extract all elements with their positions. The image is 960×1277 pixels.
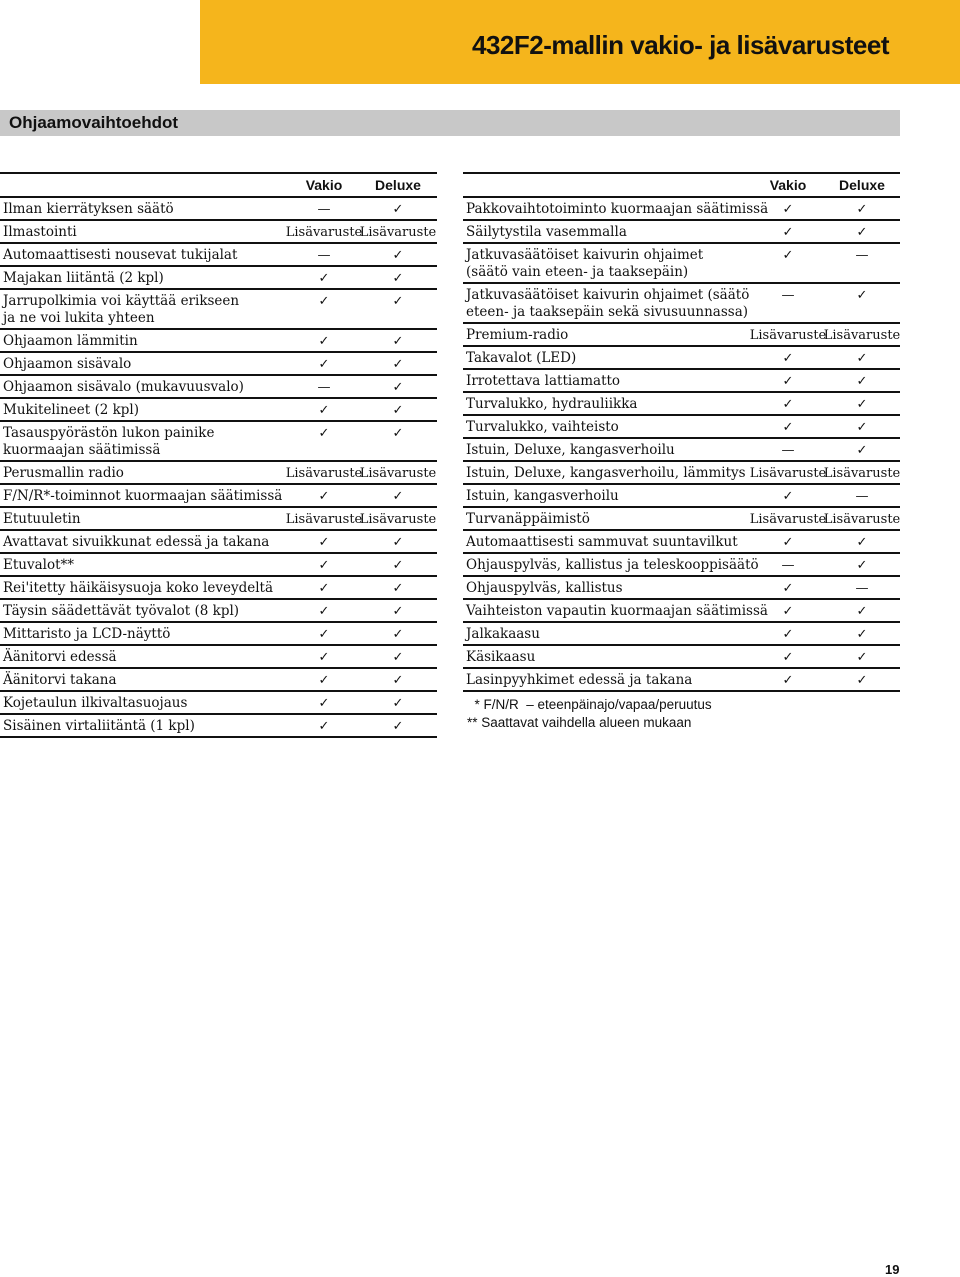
vakio-cell: ✓	[782, 202, 794, 217]
table-row	[463, 416, 900, 439]
row-label: Ohjauspylväs, kallistus ja teleskooppisäätö	[466, 557, 759, 573]
table-header	[0, 174, 437, 198]
deluxe-cell: ✓	[856, 558, 868, 573]
table-row	[463, 600, 900, 623]
deluxe-cell: ✓	[392, 357, 404, 372]
table-row	[0, 376, 437, 399]
vakio-cell: ✓	[318, 719, 330, 734]
table-row	[463, 324, 900, 347]
row-label: Istuin, Deluxe, kangasverhoilu	[466, 442, 675, 458]
deluxe-cell: ✓	[856, 225, 868, 240]
table-row	[463, 531, 900, 554]
vakio-cell: ✓	[318, 558, 330, 573]
deluxe-cell: ✓	[392, 403, 404, 418]
vakio-cell: ✓	[782, 489, 794, 504]
vakio-cell: —	[317, 380, 331, 395]
row-label: Äänitorvi edessä	[3, 649, 117, 665]
table-row	[463, 669, 900, 692]
row-label: Ohjauspylväs, kallistus	[466, 580, 623, 596]
row-label: Täysin säädettävät työvalot (8 kpl)	[3, 603, 240, 619]
column-header-vakio: Vakio	[769, 177, 807, 193]
row-label: Ohjaamon sisävalo	[3, 356, 132, 372]
deluxe-cell: ✓	[392, 489, 404, 504]
table-row	[0, 577, 437, 600]
row-label: Rei'itetty häikäisysuoja koko leveydeltä	[3, 580, 273, 596]
deluxe-cell: ✓	[392, 673, 404, 688]
table-row	[0, 353, 437, 376]
table-row	[463, 284, 900, 324]
row-label: Turvalukko, vaihteisto	[466, 419, 619, 435]
table-row	[0, 198, 437, 221]
table-row	[463, 485, 900, 508]
row-label: Ilmastointi	[3, 224, 77, 240]
vakio-cell: ✓	[318, 334, 330, 349]
vakio-cell: ✓	[782, 604, 794, 619]
table-row	[463, 370, 900, 393]
column-header-deluxe: Deluxe	[375, 177, 421, 193]
deluxe-cell: —	[855, 581, 869, 596]
deluxe-cell: ✓	[856, 202, 868, 217]
page-number: 19	[885, 1262, 900, 1277]
row-label: Ohjaamon lämmitin	[3, 333, 138, 349]
deluxe-cell: ✓	[392, 719, 404, 734]
row-label: Avattavat sivuikkunat edessä ja takana	[3, 534, 270, 550]
deluxe-cell: Lisävaruste	[823, 328, 901, 343]
row-label: Jatkuvasäätöiset kaivurin ohjaimet (säätö eteen- ja taaksepäin sekä sivusuunnassa)	[466, 287, 750, 320]
row-label: Irrotettava lattiamatto	[466, 373, 621, 389]
vakio-cell: ✓	[318, 535, 330, 550]
deluxe-cell: ✓	[392, 581, 404, 596]
deluxe-cell: Lisävaruste	[823, 466, 901, 481]
vakio-cell: ✓	[782, 374, 794, 389]
row-label: Istuin, kangasverhoilu	[466, 488, 619, 504]
vakio-cell: ✓	[782, 420, 794, 435]
table-row	[463, 244, 900, 284]
equipment-table-right	[463, 172, 900, 692]
table-row	[0, 692, 437, 715]
deluxe-cell: ✓	[392, 426, 404, 441]
deluxe-cell: ✓	[392, 650, 404, 665]
deluxe-cell: Lisävaruste	[359, 512, 437, 527]
row-label: Mukitelineet (2 kpl)	[3, 402, 140, 418]
row-label: Automaattisesti sammuvat suuntavilkut	[466, 534, 738, 550]
deluxe-cell: ✓	[856, 535, 868, 550]
row-label: Jatkuvasäätöiset kaivurin ohjaimet (säätö vain eteen- ja taaksepäin)	[466, 247, 704, 280]
deluxe-cell: Lisävaruste	[359, 225, 437, 240]
vakio-cell: ✓	[318, 271, 330, 286]
deluxe-cell: ✓	[856, 397, 868, 412]
row-label: Ilman kierrätyksen säätö	[3, 201, 174, 217]
deluxe-cell: ✓	[856, 650, 868, 665]
deluxe-cell: Lisävaruste	[359, 466, 437, 481]
deluxe-cell: ✓	[856, 443, 868, 458]
vakio-cell: Lisävaruste	[285, 225, 363, 240]
vakio-cell: ✓	[782, 225, 794, 240]
table-row	[463, 393, 900, 416]
vakio-cell: ✓	[318, 489, 330, 504]
table-row	[0, 290, 437, 330]
row-label: Pakkovaihtotoiminto kuormaajan säätimissä	[466, 201, 769, 217]
table-row	[0, 462, 437, 485]
table-row	[0, 221, 437, 244]
row-label: Etutuuletin	[3, 511, 81, 527]
row-label: Mittaristo ja LCD-näyttö	[3, 626, 171, 642]
table-row	[0, 715, 437, 738]
vakio-cell: ✓	[318, 650, 330, 665]
deluxe-cell: ✓	[392, 558, 404, 573]
row-label: Ohjaamon sisävalo (mukavuusvalo)	[3, 379, 244, 395]
row-label: Istuin, Deluxe, kangasverhoilu, lämmitys	[466, 465, 746, 481]
page-title: 432F2-mallin vakio- ja lisävarusteet	[472, 30, 889, 60]
table-row	[0, 554, 437, 577]
vakio-cell: Lisävaruste	[749, 466, 827, 481]
footnote: * F/N/R – eteenpäinajo/vapaa/peruutus	[467, 697, 712, 712]
deluxe-cell: ✓	[392, 627, 404, 642]
deluxe-cell: ✓	[392, 271, 404, 286]
vakio-cell: ✓	[782, 673, 794, 688]
row-label: Vaihteiston vapautin kuormaajan säätimissä	[466, 603, 768, 619]
vakio-cell: ✓	[318, 604, 330, 619]
table-body	[0, 198, 437, 738]
vakio-cell: ✓	[318, 696, 330, 711]
row-label: Etuvalot**	[3, 557, 75, 573]
table-row	[463, 439, 900, 462]
vakio-cell: ✓	[318, 426, 330, 441]
vakio-cell: ✓	[318, 627, 330, 642]
deluxe-cell: ✓	[856, 374, 868, 389]
deluxe-cell: ✓	[856, 673, 868, 688]
vakio-cell: —	[781, 288, 795, 303]
vakio-cell: Lisävaruste	[749, 512, 827, 527]
table-row	[463, 646, 900, 669]
table-row	[0, 669, 437, 692]
table-row	[0, 267, 437, 290]
deluxe-cell: ✓	[856, 288, 868, 303]
table-row	[463, 221, 900, 244]
row-label: Kojetaulun ilkivaltasuojaus	[3, 695, 188, 711]
table-header	[463, 174, 900, 198]
row-label: Sisäinen virtaliitäntä (1 kpl)	[3, 718, 195, 734]
row-label: Äänitorvi takana	[3, 672, 117, 688]
column-header-vakio: Vakio	[305, 177, 343, 193]
row-label: Jarrupolkimia voi käyttää erikseen ja ne voi lukita yhteen	[3, 293, 240, 326]
deluxe-cell: ✓	[856, 604, 868, 619]
row-label: Lasinpyyhkimet edessä ja takana	[466, 672, 693, 688]
deluxe-cell: Lisävaruste	[823, 512, 901, 527]
table-row	[0, 646, 437, 669]
deluxe-cell: ✓	[856, 351, 868, 366]
deluxe-cell: ✓	[392, 696, 404, 711]
deluxe-cell: ✓	[856, 627, 868, 642]
deluxe-cell: ✓	[392, 248, 404, 263]
vakio-cell: —	[317, 248, 331, 263]
deluxe-cell: ✓	[392, 294, 404, 309]
vakio-cell: —	[781, 443, 795, 458]
vakio-cell: Lisävaruste	[749, 328, 827, 343]
table-row	[463, 577, 900, 600]
deluxe-cell: ✓	[392, 202, 404, 217]
table-row	[0, 399, 437, 422]
deluxe-cell: ✓	[392, 334, 404, 349]
vakio-cell: Lisävaruste	[285, 512, 363, 527]
row-label: Takavalot (LED)	[466, 350, 577, 366]
table-row	[0, 244, 437, 267]
vakio-cell: ✓	[318, 581, 330, 596]
vakio-cell: ✓	[318, 673, 330, 688]
vakio-cell: —	[317, 202, 331, 217]
deluxe-cell: —	[855, 489, 869, 504]
deluxe-cell: ✓	[392, 535, 404, 550]
row-label: Tasauspyörästön lukon painike kuormaajan säätimissä	[3, 425, 215, 458]
row-label: Säilytystila vasemmalla	[466, 224, 627, 240]
vakio-cell: ✓	[318, 294, 330, 309]
vakio-cell: ✓	[318, 357, 330, 372]
table-row	[463, 347, 900, 370]
row-label: Turvanäppäimistö	[466, 511, 590, 527]
table-row	[0, 623, 437, 646]
vakio-cell: ✓	[782, 627, 794, 642]
equipment-table-left	[0, 172, 437, 738]
vakio-cell: —	[781, 558, 795, 573]
table-row	[463, 462, 900, 485]
table-row	[0, 485, 437, 508]
row-label: Automaattisesti nousevat tukijalat	[3, 247, 238, 263]
vakio-cell: ✓	[782, 397, 794, 412]
row-label: Majakan liitäntä (2 kpl)	[3, 270, 164, 286]
table-row	[0, 508, 437, 531]
column-header-deluxe: Deluxe	[839, 177, 885, 193]
table-row	[463, 554, 900, 577]
table-row	[0, 330, 437, 353]
table-row	[463, 198, 900, 221]
footnote: ** Saattavat vaihdella alueen mukaan	[467, 715, 692, 730]
vakio-cell: ✓	[318, 403, 330, 418]
row-label: Käsikaasu	[466, 649, 536, 665]
vakio-cell: ✓	[782, 248, 794, 263]
deluxe-cell: ✓	[856, 420, 868, 435]
vakio-cell: ✓	[782, 581, 794, 596]
table-row	[0, 600, 437, 623]
table-row	[0, 531, 437, 554]
vakio-cell: ✓	[782, 535, 794, 550]
vakio-cell: ✓	[782, 650, 794, 665]
deluxe-cell: ✓	[392, 604, 404, 619]
row-label: Premium-radio	[466, 327, 569, 343]
table-body	[463, 198, 900, 692]
table-row	[463, 623, 900, 646]
deluxe-cell: ✓	[392, 380, 404, 395]
section-header	[0, 110, 900, 136]
table-row	[463, 508, 900, 531]
table-row	[0, 422, 437, 462]
header-banner	[200, 0, 960, 84]
section-title: Ohjaamovaihtoehdot	[9, 113, 179, 132]
row-label: F/N/R*-toiminnot kuormaajan säätimissä	[3, 488, 283, 504]
row-label: Perusmallin radio	[3, 465, 124, 481]
row-label: Jalkakaasu	[466, 626, 540, 642]
vakio-cell: ✓	[782, 351, 794, 366]
deluxe-cell: —	[855, 248, 869, 263]
footnotes	[467, 696, 712, 732]
vakio-cell: Lisävaruste	[285, 466, 363, 481]
row-label: Turvalukko, hydrauliikka	[466, 396, 638, 412]
